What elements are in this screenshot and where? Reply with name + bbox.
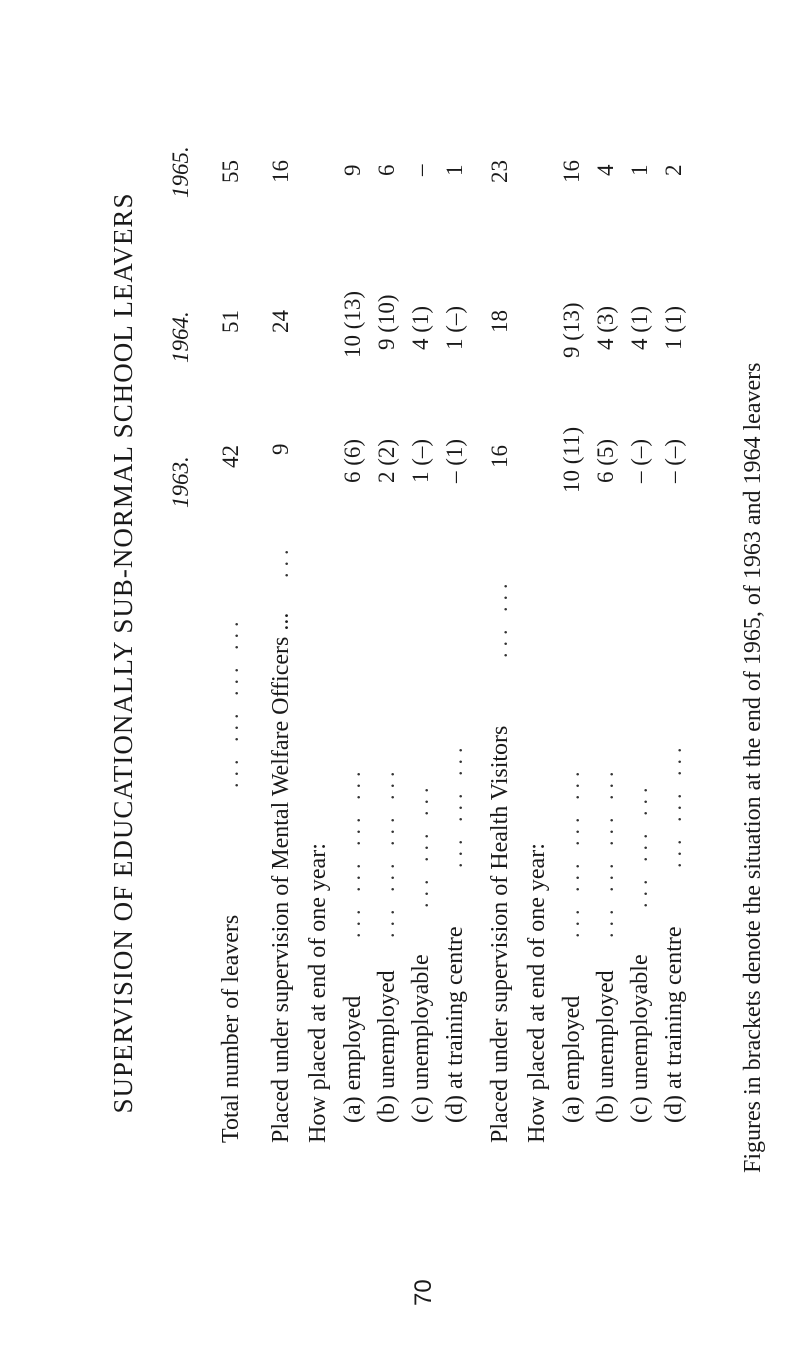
leader-dots: ... ... ... <box>627 781 652 908</box>
cell-1964: 4 (3) <box>593 305 618 350</box>
cell-1964: 1 (–) <box>442 305 467 350</box>
cell-1965: 55 <box>218 160 243 183</box>
footnote: Figures in brackets denote the situation at the end of 1965, of 1963 and 1964 leavers <box>740 362 766 1173</box>
table-row <box>627 0 663 1348</box>
cell-1963: 2 (2) <box>374 438 399 483</box>
cell-1965: 1 <box>442 164 467 176</box>
cell-1965: 9 <box>340 164 365 176</box>
table-row <box>524 0 560 1348</box>
cell-1963: – (–) <box>627 438 652 483</box>
leader-dots: ... ... ... <box>408 781 433 908</box>
row-label: (c) unemployable <box>408 954 434 1123</box>
cell-1964: 24 <box>268 310 293 333</box>
leader-dots: ... ... ... ... <box>593 765 618 938</box>
table-row <box>442 0 478 1348</box>
leader-dots: ... ... ... ... <box>340 765 365 938</box>
cell-1963: 10 (11) <box>559 426 584 493</box>
cell-1963: 9 <box>268 443 293 455</box>
row-label: (d) at training centre <box>661 926 687 1123</box>
cell-1963: – (–) <box>661 438 686 483</box>
table-row <box>408 0 444 1348</box>
table-row <box>487 0 523 1348</box>
page-number: 70 <box>410 1279 437 1306</box>
cell-1965: 6 <box>374 164 399 176</box>
row-label: (b) unemployed <box>374 970 400 1123</box>
table-row <box>593 0 629 1348</box>
leader-dots: ... ... ... ... <box>559 765 584 938</box>
cell-1964: 10 (13) <box>340 290 365 358</box>
row-label: Total number of leavers <box>218 914 244 1143</box>
table-row <box>559 0 595 1348</box>
leader-dots: ... ... ... ... <box>374 765 399 938</box>
cell-1965: 1 <box>627 164 652 176</box>
table-row <box>340 0 376 1348</box>
page-title: SUPERVISION OF EDUCATIONALLY SUB-NORMAL SCHOOL LEAVERS <box>108 192 138 1114</box>
cell-1965: 2 <box>661 164 686 176</box>
cell-1964: 4 (1) <box>627 305 652 350</box>
cell-1964: 51 <box>218 310 243 333</box>
leader-dots: ... <box>268 543 293 578</box>
row-label: How placed at end of one year: <box>524 843 550 1143</box>
cell-1963: – (1) <box>442 438 467 483</box>
table-row <box>268 0 304 1348</box>
cell-1964: 1 (1) <box>661 305 686 350</box>
column-header-1964: 1964. <box>168 311 193 363</box>
row-label: (b) unemployed <box>593 970 619 1123</box>
cell-1963: 6 (6) <box>340 438 365 483</box>
table-row <box>218 0 254 1348</box>
cell-1964: 18 <box>487 310 512 333</box>
row-label: Placed under supervision of Mental Welfare Officers ... <box>268 612 294 1143</box>
cell-1964: 9 (10) <box>374 294 399 350</box>
column-header-1965: 1965. <box>168 146 193 198</box>
row-label: (d) at training centre <box>442 926 468 1123</box>
cell-1964: 4 (1) <box>408 305 433 350</box>
row-label: (c) unemployable <box>627 954 653 1123</box>
cell-1965: 4 <box>593 164 618 176</box>
leader-dots: ... ... <box>487 577 512 658</box>
leader-dots: ... ... ... <box>661 741 686 868</box>
table-row <box>305 0 341 1348</box>
cell-1963: 1 (–) <box>408 438 433 483</box>
cell-1963: 16 <box>487 445 512 468</box>
row-label: (a) employed <box>559 995 585 1123</box>
cell-1964: 9 (13) <box>559 302 584 358</box>
table-row <box>661 0 697 1348</box>
cell-1965: 16 <box>268 160 293 183</box>
row-label: (a) employed <box>340 995 366 1123</box>
column-header-1963: 1963. <box>168 456 193 508</box>
cell-1965: – <box>408 164 433 176</box>
cell-1965: 16 <box>559 160 584 183</box>
table-row <box>374 0 410 1348</box>
leader-dots: ... ... ... ... <box>218 615 243 788</box>
cell-1963: 42 <box>218 445 243 468</box>
cell-1963: 6 (5) <box>593 438 618 483</box>
cell-1965: 23 <box>487 160 512 183</box>
leader-dots: ... ... ... <box>442 741 467 868</box>
row-label: Placed under supervision of Health Visitors <box>487 725 513 1143</box>
row-label: How placed at end of one year: <box>305 843 331 1143</box>
